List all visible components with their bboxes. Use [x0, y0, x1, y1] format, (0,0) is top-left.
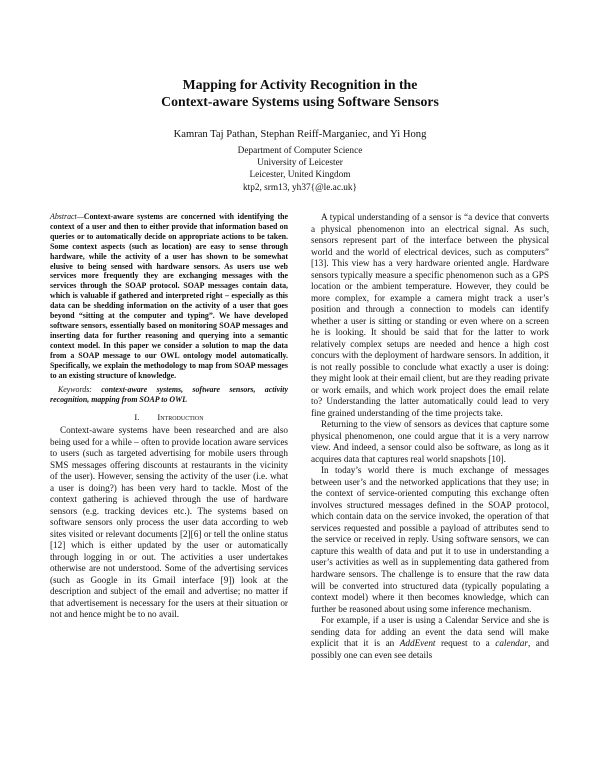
paper-title: [60, 76, 540, 110]
right-paragraph-4: [311, 615, 549, 661]
affiliation-city: Leicester, United Kingdom: [249, 170, 351, 181]
intro-paragraph-1: Context-aware systems have been researched and are also being used for a while – often to provide location aware services to users (such as targeted advertising for mobile users through SMS messages offering discounts at restaurants in the vicinity of the user). However, sensing the activity of the user (i.e. what a user is doing?) has been very hard to tackle. Most of the context gathering is achieved through the use of hardware sensors (e.g. tracking devices etc.). The systems based on software sensors only process the user data according to web sites visited or relevant documents [2][6] or tell the online status [12] which is either updated by the user or automatically through logging in or out. The activities a user undertakes otherwise are not understood. Some of the advertising services (such as Google in its Gmail interface [9]) look at the description and subject of the email and advertise; no matter if that advertisement is necessary for the users at their situation or not and hence might be to no avail.: [50, 425, 288, 620]
p4-part-a: For example, if a user is using a Calendar Service and she is sending data for adding an event the data send will make explicit that it is an: [311, 615, 549, 649]
right-paragraph-3: In today’s world there is much exchange of messages between user’s and the networked applications that they use; in the context of service-oriented computing this exchange often involves structured messages defined in the SOAP protocol, which contain data on the service invoked, the operation of that services requested and possible a payload of attributes send to the service or received in reply. Using software sensors, we can capture this wealth of data and put it to use in understanding a user’s activities as well as in supplementing data gathered from hardware sensors. The challenge is to ensure that the raw data will be converted into structured data (typically populating a context model) where it then becomes knowledge, which can further be reasoned about using some inference mechanism.: [311, 465, 549, 614]
title-line-1: Mapping for Activity Recognition in the: [182, 77, 418, 92]
affiliation-emails: ktp2, srm13, yh37{@le.ac.uk}: [242, 182, 358, 193]
section-heading-introduction: [50, 412, 288, 423]
section-number: I.: [134, 412, 140, 423]
abstract-label: Abstract—: [50, 212, 84, 221]
affiliation-university: University of Leicester: [257, 158, 343, 169]
title-line-2: Context-aware Systems using Software Sensors: [161, 94, 439, 109]
p4-calendar: calendar: [495, 638, 528, 649]
affiliation: [150, 145, 450, 194]
left-column: [50, 212, 288, 621]
keywords-label: Keywords:: [58, 385, 102, 395]
affiliation-department: Department of Computer Science: [237, 146, 363, 156]
p4-addevent: AddEvent: [399, 638, 436, 649]
abstract: [50, 212, 288, 380]
author-list: Kamran Taj Pathan, Stephan Reiff-Marganiec, and Yi Hong: [173, 129, 427, 140]
p4-part-b: request to a: [435, 638, 496, 649]
right-paragraph-2: Returning to the view of sensors as devices that capture some physical phenomenon, one could argue that it is a very narrow view. And indeed, a sensor could also be software, as long as it acquires data that captures real world snapshots [10].: [311, 419, 549, 464]
keywords: [50, 385, 288, 405]
abstract-text: Context-aware systems are concerned with identifying the context of a user and then to either provide that information based on queries or to automatically decide on appropriate actions to be taken. Some context aspects (such as location) are easy to sense through hardware, while the activity of a user has shown to be somewhat elusive to being sensed with hardware sensors. As users use web services more frequently they are exchanging messages with the services through the SOAP protocol. SOAP messages contain data, which is valuable if gathered and interpreted right – especially as this data can be shedding information on the activity of a user that goes beyond “sitting at the computer and typing”. We have developed software sensors, essentially based on monitoring SOAP messages and inserting data for further reasoning and querying into a semantic context model. In this paper we consider a solution to map the data from a SOAP message to our OWL ontology model automatically. Specifically, we explain the methodology to map from SOAP messages to an existing structure of knowledge.: [50, 212, 288, 380]
right-column: [311, 212, 549, 661]
p4-part-c: , and possibly one can even see details: [311, 638, 550, 660]
right-paragraph-1: A typical understanding of a sensor is “a device that converts a physical phenomenon into an electrical signal. As such, sensors represent part of the interface between the physical world and the world of electrical devices, such as computers” [13]. This view has a very hardware oriented angle. Hardware sensors typically measure a specific phenomenon such as a GPS location or the ambient temperature. However, they could be more complex, for example a camera might track a user’s position and through a connection to models can identify whether a user is sitting or standing or even where on a screen he is looking. It should be said that for the latter to work relatively complex setups are needed and hence a high cost concurs with the deployment of hardware sensors. In addition, it is not really possible to conclude what exactly a user is doing: they might look at their email client, but are they reading private or work emails, and which work project does the email relate to? Understanding the latter automatically could lead to very fine grained understanding of the time projects take.: [311, 212, 549, 418]
keywords-text: context-aware systems, software sensors, activity recognition, mapping from SOAP to OWL: [50, 385, 288, 405]
section-title: Introduction: [157, 412, 204, 423]
